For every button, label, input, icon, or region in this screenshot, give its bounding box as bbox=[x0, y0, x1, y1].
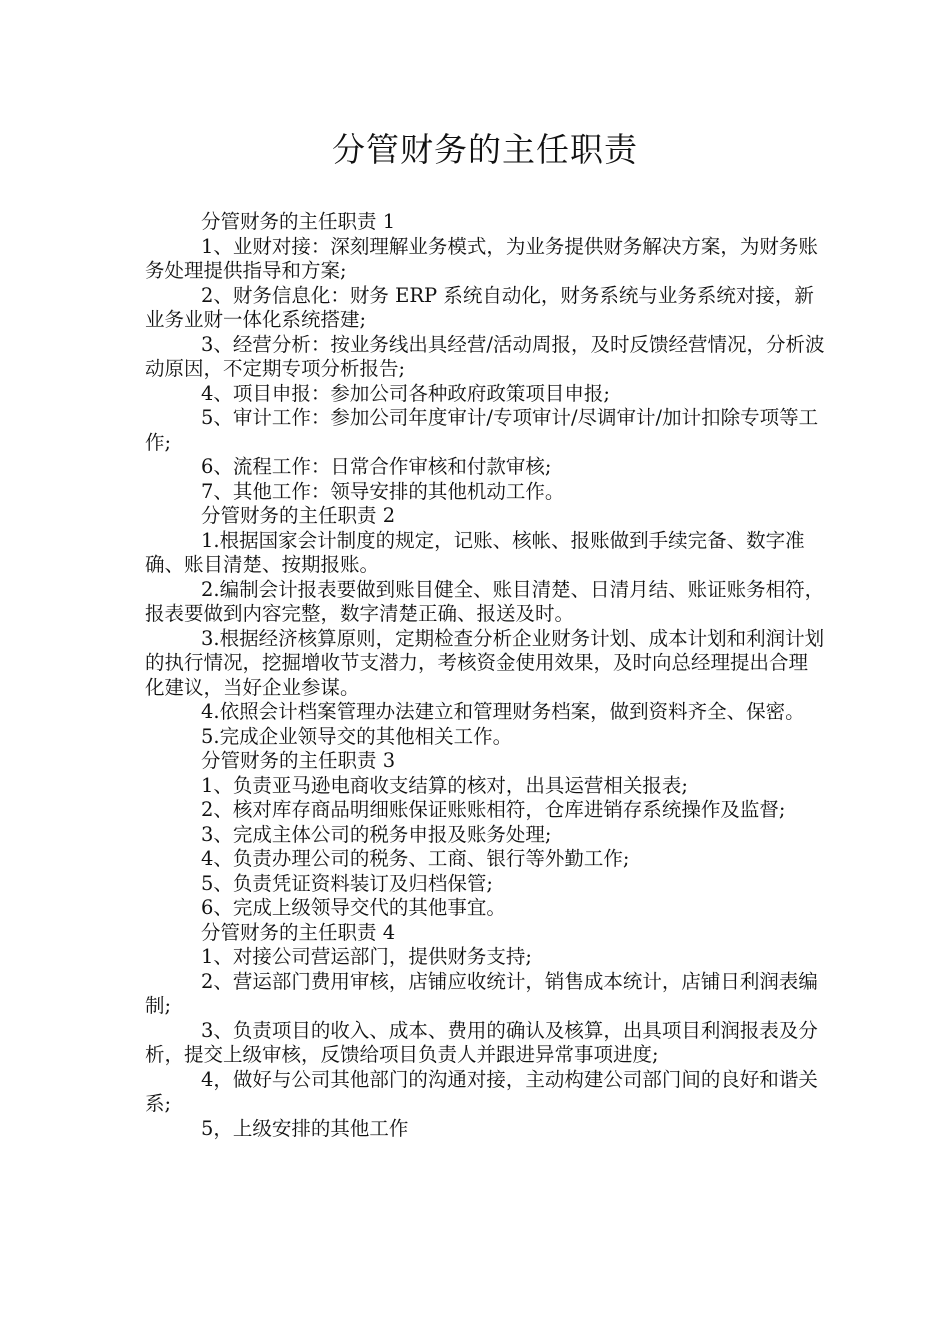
duty-item: 7、其他工作：领导安排的其他机动工作。 bbox=[201, 479, 565, 503]
duty-item: 2.编制会计报表要做到账目健全、账目清楚、日清月结、账证账务相符，报表要做到内容完整，数字清楚正确、报送及时。 bbox=[145, 577, 825, 625]
section-1 bbox=[145, 210, 825, 504]
section-heading: 分管财务的主任职责 2 bbox=[201, 504, 396, 527]
section-heading: 分管财务的主任职责 4 bbox=[201, 920, 396, 944]
duty-item: 3.根据经济核算原则，定期检查分析企业财务计划、成本计划和利润计划的执行情况，挖掘增收节支潜力，考核资金使用效果，及时向总经理提出合理化建议，当好企业参谋。 bbox=[145, 626, 825, 699]
duty-item: 1、对接公司营运部门，提供财务支持; bbox=[201, 945, 532, 968]
document-title: 分管财务的主任职责 bbox=[332, 130, 638, 169]
duty-item: 5，上级安排的其他工作 bbox=[201, 1116, 409, 1140]
duty-item: 4.依照会计档案管理办法建立和管理财务档案，做到资料齐全、保密。 bbox=[201, 700, 805, 723]
duty-item: 5、负责凭证资料装订及归档保管; bbox=[201, 871, 493, 895]
section-3 bbox=[145, 749, 825, 921]
duty-item: 5.完成企业领导交的其他相关工作。 bbox=[201, 724, 513, 748]
duty-item: 4、项目申报：参加公司各种政府政策项目申报; bbox=[201, 381, 610, 405]
section-4 bbox=[145, 921, 825, 1142]
duty-item: 2、财务信息化：财务 ERP 系统自动化，财务系统与业务系统对接，新业务业财一体化系统搭建; bbox=[145, 283, 814, 331]
duty-item: 3、经营分析：按业务线出具经营/活动周报，及时反馈经营情况，分析波动原因，不定期专项分析报告; bbox=[145, 332, 825, 380]
duty-item: 6、流程工作：日常合作审核和付款审核; bbox=[201, 455, 552, 478]
duty-item: 2、营运部门费用审核，店铺应收统计，销售成本统计，店铺日利润表编制; bbox=[145, 969, 818, 1017]
duty-item: 2、核对库存商品明细账保证账账相符，仓库进销存系统操作及监督; bbox=[201, 798, 786, 821]
section-heading: 分管财务的主任职责 3 bbox=[201, 749, 396, 772]
section-heading: 分管财务的主任职责 1 bbox=[201, 210, 396, 233]
document-page bbox=[145, 120, 825, 1141]
duty-item: 3、完成主体公司的税务申报及账务处理; bbox=[201, 822, 552, 846]
duty-item: 1、负责亚马逊电商收支结算的核对，出具运营相关报表; bbox=[201, 773, 688, 797]
duty-item: 4、负责办理公司的税务、工商、银行等外勤工作; bbox=[201, 847, 630, 870]
duty-item: 5、审计工作：参加公司年度审计/专项审计/尽调审计/加计扣除专项等工作; bbox=[145, 406, 819, 454]
duty-item: 1.根据国家会计制度的规定，记账、核帐、报账做到手续完备、数字准确、账目清楚、按期报账。 bbox=[145, 528, 805, 576]
duty-item: 6、完成上级领导交代的其他事宜。 bbox=[201, 896, 506, 919]
section-2 bbox=[145, 504, 825, 749]
duty-item: 1、业财对接：深刻理解业务模式，为业务提供财务解决方案，为财务账务处理提供指导和方案; bbox=[145, 234, 818, 282]
duty-item: 3、负责项目的收入、成本、费用的确认及核算，出具项目利润报表及分析，提交上级审核，反馈给项目负责人并跟进异常事项进度; bbox=[145, 1018, 818, 1066]
duty-item: 4，做好与公司其他部门的沟通对接，主动构建公司部门间的良好和谐关系; bbox=[145, 1067, 818, 1115]
